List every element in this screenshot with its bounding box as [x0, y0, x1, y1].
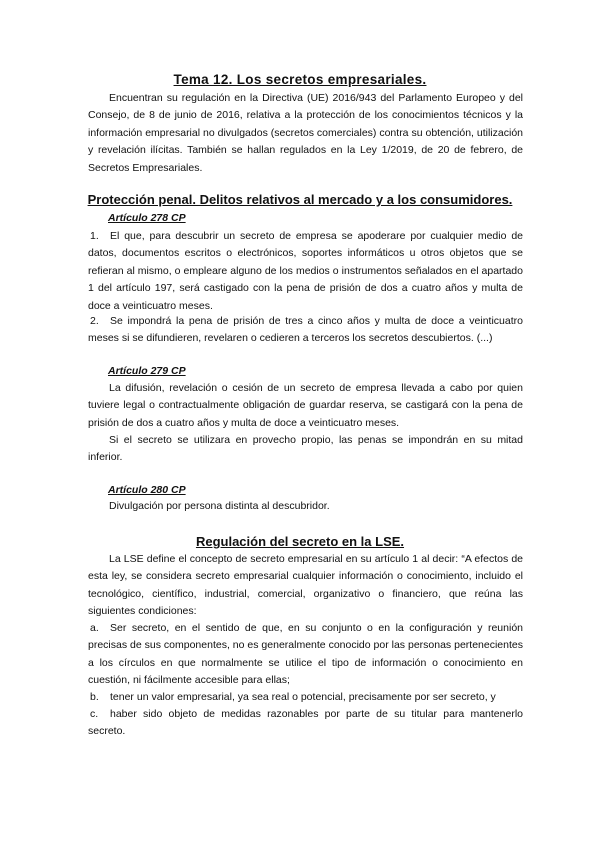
- section-heading-regulacion-lse: Regulación del secreto en la LSE.: [195, 534, 405, 549]
- list-marker: c.: [90, 708, 99, 720]
- intro-paragraph: Encuentran su regulación en la Directiva (UE) 2016/943 del Parlamento Europeo y del Consejo, de 8 de junio de 2016, relativa a la protección de los conocimientos técnicos y la información empresarial no divulgados (secretos comerciales) contra su obtención, utilización y revelación ilícitas. También se hallan regulados en la Ley 1/2019, de 20 de febrero, de Secretos Empresariales.: [88, 92, 523, 174]
- article-280-title: Artículo 280 CP: [108, 484, 186, 496]
- list-marker: a.: [90, 622, 99, 634]
- list-item: [88, 620, 523, 690]
- list-item-text: Ser secreto, en el sentido de que, en su conjunto o en la configuración y reunión precisas de sus componentes, no es generalmente conocido por las personas pertenecientes a los círculos en que normalmente se utilice el tipo de información o conocimiento en cuestión, ni fácilmente accesible para ellas;: [88, 622, 523, 687]
- list-item: [88, 706, 523, 741]
- article-280-paragraph: Divulgación por persona distinta al descubridor.: [109, 500, 330, 512]
- article-279-title: Artículo 279 CP: [108, 365, 186, 377]
- list-marker: 1.: [90, 230, 99, 242]
- list-item: [88, 228, 523, 315]
- article-279-paragraph-1: La difusión, revelación o cesión de un secreto de empresa llevada a cabo por quien tuviere legal o contractualmente obligación de guardar reserva, se castigará con la pena de prisión de dos a cuatro años y multa de doce a veinticuatro meses.: [88, 382, 523, 429]
- page-title: Tema 12. Los secretos empresariales.: [173, 72, 427, 87]
- list-item-text: Se impondrá la pena de prisión de tres a cinco años y multa de doce a veinticuatro meses si se difundieren, revelaren o cedieren a terceros los secretos descubiertos. (...): [88, 315, 523, 345]
- list-item-text: El que, para descubrir un secreto de empresa se apoderare por cualquier medio de datos, documentos escritos o electrónicos, soportes informáticos u otros objetos que se refieran al mismo, o empleare alguno de los medios o instrumentos señalados en el apartado 1 del artículo 197, será castigado con la pena de prisión de dos a cuatro años y multa de doce a veinticuatro meses.: [88, 230, 523, 312]
- list-marker: 2.: [90, 315, 99, 327]
- list-item-text: tener un valor empresarial, ya sea real o potencial, precisamente por ser secreto, y: [110, 691, 496, 703]
- section-heading-proteccion-penal: Protección penal. Delitos relativos al mercado y a los consumidores.: [87, 192, 513, 207]
- list-item: [88, 313, 523, 348]
- article-278-title: Artículo 278 CP: [108, 212, 186, 224]
- list-item-text: haber sido objeto de medidas razonables por parte de su titular para mantenerlo secreto.: [88, 708, 523, 738]
- article-279-paragraph-2: Si el secreto se utilizara en provecho propio, las penas se impondrán en su mitad inferior.: [88, 434, 523, 464]
- lse-paragraph: La LSE define el concepto de secreto empresarial en su artículo 1 al decir: “A efectos de esta ley, se considera secreto empresarial cualquier información o conocimiento, incluido el tecnológico, científico, industrial, comercial, organizativo o financiero, que reúna las siguientes condiciones:: [88, 553, 523, 618]
- list-marker: b.: [90, 691, 99, 703]
- list-item: [88, 689, 523, 706]
